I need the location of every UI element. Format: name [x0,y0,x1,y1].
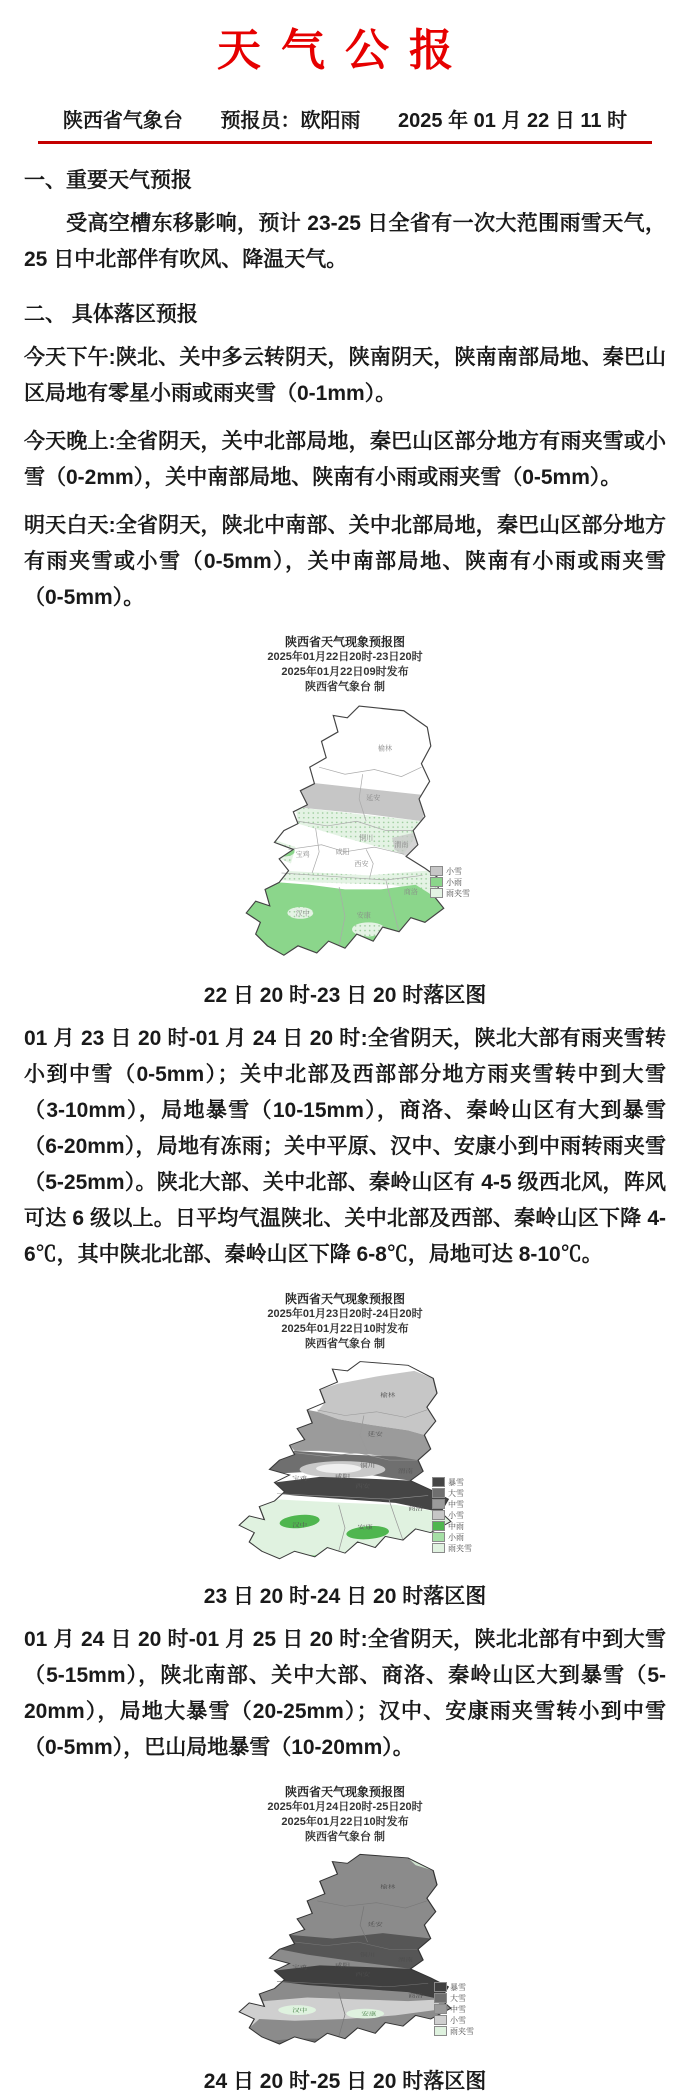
legend-label: 大雪 [448,1488,464,1498]
svg-text:宝鸡: 宝鸡 [295,851,310,859]
legend-label: 大雪 [450,1993,466,2003]
forecast-text: 陕北、关中多云转阴天，陕南阴天，陕南南部局地、秦巴山区局地有零星小雨或雨夹雪（0-1mm）。 [24,346,667,405]
map-figure-24-25 [0,1784,690,2095]
legend-item [434,2026,474,2036]
svg-text:商洛: 商洛 [408,1506,424,1513]
map-legend [430,866,470,898]
map-issued: 2025年01月22日10时发布 [281,1816,409,1828]
legend-swatch [434,1982,447,1992]
map-legend [434,1982,474,2036]
issue-datetime: 2025 年 01 月 22 日 11 时 [398,110,628,132]
svg-text:渭南: 渭南 [397,1468,413,1475]
svg-text:商洛: 商洛 [403,889,418,897]
svg-text:宝鸡: 宝鸡 [292,1476,308,1483]
forecast-text: 全省阴天，陕北中南部、关中北部局地，秦巴山区部分地方有雨夹雪或小雪（0-5mm），关中南部局地、陕南有小雨或雨夹雪（0-5mm）。 [24,514,667,609]
legend-label: 暴雪 [448,1477,464,1487]
forecast-tonight [24,424,666,496]
forecast-23-24 [24,1021,666,1273]
legend-item [432,1521,472,1531]
legend-item [430,866,470,876]
map-caption: 24 日 20 时-25 日 20 时落区图 [203,2070,487,2093]
svg-text:汉中: 汉中 [292,2007,308,2014]
legend-swatch [430,866,443,876]
svg-text:榆林: 榆林 [380,1884,396,1891]
map-figure-22-23 [0,634,690,1009]
legend-label: 小雪 [450,2015,466,2025]
legend-item [430,877,470,887]
bulletin-meta-line [38,104,652,144]
station-name: 陕西省气象台 [62,110,183,132]
legend-swatch [432,1499,445,1509]
legend-label: 暴雪 [450,1982,466,1992]
map-maker: 陕西省气象台 制 [304,681,386,693]
svg-text:铜川: 铜川 [359,835,374,843]
legend-item [432,1510,472,1520]
weather-map-22-23 [214,699,476,967]
svg-text:延安: 延安 [366,795,381,803]
forecast-lead: 01 月 23 日 20 时-01 月 24 日 20 时: [24,1027,368,1050]
map-title: 陕西省天气现象预报图 [284,635,405,649]
map-period: 2025年01月23日20时-24日20时 [267,1308,423,1320]
forecast-lead: 明天白天: [24,514,116,537]
map-issued: 2025年01月22日10时发布 [281,1323,409,1335]
section-heading-important: 一、重要天气预报 [24,169,192,192]
svg-text:渭南: 渭南 [397,1957,414,1964]
svg-text:咸阳: 咸阳 [335,849,350,857]
svg-text:汉中: 汉中 [292,1522,308,1529]
map-period: 2025年01月24日20时-25日20时 [267,1801,423,1813]
legend-item [434,2004,474,2014]
legend-item [432,1543,472,1553]
forecast-text: 全省阴天，陕北大部有雨夹雪转小到中雪（0-5mm）；关中北部及西部部分地方雨夹雪转中到大雪（3-10mm），局地暴雪（10-15mm），商洛、秦岭山区有大到暴雪（6-20mm），局地有冻雨；关中平原、汉中、安康小到中雨转雨夹雪（5-25mm）。陕北大部、关中北部、秦岭山区有 4-5 级西北风，阵风可达 6 级以上。日平均气温陕北、关中北部及西部、秦岭山区下降 4-6℃，其中陕北北部、秦岭山区下降 6-8℃，局地可达 8-10℃。 [24,1027,667,1266]
legend-swatch [434,2026,447,2036]
svg-text:延安: 延安 [367,1921,383,1928]
legend-item [432,1532,472,1542]
legend-label: 雨夹雪 [450,2026,474,2036]
svg-text:咸阳: 咸阳 [334,1474,350,1481]
page-title: 天气公报 [217,26,473,75]
legend-label: 中雪 [448,1499,464,1509]
legend-swatch [432,1532,445,1542]
legend-label: 小雨 [448,1532,464,1542]
svg-text:延安: 延安 [367,1431,383,1438]
legend-label: 小雨 [446,877,462,887]
map-period: 2025年01月22日20时-23日20时 [267,651,423,663]
map-figure-header [0,634,690,695]
forecast-text: 全省阴天，陕北北部有中到大雪（5-15mm），陕北南部、关中大部、商洛、秦岭山区大到暴雪（5-20mm），局地大暴雪（20-25mm）；汉中、安康雨夹雪转小到中雪（0-5mm），巴山局地暴雪（10-20mm）。 [24,1628,667,1759]
map-figure-header [0,1784,690,1845]
legend-swatch [432,1477,445,1487]
forecast-this-afternoon [24,340,666,412]
legend-item [434,1982,474,1992]
map-issued: 2025年01月22日09时发布 [281,666,409,678]
map-maker: 陕西省气象台 制 [304,1831,386,1843]
map-legend [432,1477,472,1553]
map-figure-23-24 [0,1291,690,1610]
forecast-tomorrow-day [24,508,666,616]
legend-label: 小雪 [448,1510,464,1520]
legend-swatch [434,2015,447,2025]
map-caption: 22 日 20 时-23 日 20 时落区图 [203,984,487,1007]
legend-item [432,1488,472,1498]
legend-label: 雨夹雪 [446,888,470,898]
legend-item [432,1499,472,1509]
legend-swatch [434,2004,447,2014]
important-forecast-text: 受高空槽东移影响，预计 23-25 日全省有一次大范围雨雪天气，25 日中北部伴有吹风、降温天气。 [24,212,666,271]
legend-label: 中雨 [448,1521,464,1531]
legend-item [434,1993,474,2003]
legend-swatch [432,1488,445,1498]
forecast-text: 全省阴天，关中北部局地，秦巴山区部分地方有雨夹雪或小雪（0-2mm），关中南部局地、陕南有小雨或雨夹雪（0-5mm）。 [24,430,667,489]
legend-item [430,888,470,898]
svg-text:咸阳: 咸阳 [334,1963,351,1969]
svg-text:宝鸡: 宝鸡 [292,1964,308,1971]
svg-text:安康: 安康 [357,1524,373,1531]
svg-text:榆林: 榆林 [377,745,393,753]
legend-label: 小雪 [446,866,462,876]
svg-text:西安: 西安 [355,1971,371,1978]
svg-text:汉中: 汉中 [295,910,310,918]
forecast-lead: 今天下午: [24,346,116,369]
legend-item [434,2015,474,2025]
precip-zones [227,699,462,967]
map-figure-header [0,1291,690,1352]
forecast-lead: 01 月 24 日 20 时-01 月 25 日 20 时: [24,1628,368,1651]
forecast-lead: 今天晚上: [24,430,116,453]
legend-swatch [434,1993,447,2003]
svg-text:铜川: 铜川 [360,1463,376,1470]
svg-text:商洛: 商洛 [408,1993,424,2000]
legend-swatch [432,1510,445,1520]
svg-text:西安: 西安 [354,860,369,868]
forecast-24-25 [24,1622,666,1766]
legend-swatch [432,1543,445,1553]
legend-swatch [430,877,443,887]
legend-label: 雨夹雪 [448,1543,472,1553]
svg-text:安康: 安康 [361,2011,377,2018]
svg-text:榆林: 榆林 [380,1392,396,1399]
map-title: 陕西省天气现象预报图 [284,1785,405,1799]
map-caption: 23 日 20 时-24 日 20 时落区图 [203,1585,487,1608]
svg-text:安康: 安康 [356,912,371,920]
svg-text:铜川: 铜川 [360,1952,376,1959]
legend-swatch [430,888,443,898]
section-heading-detail: 二、 具体落区预报 [24,303,198,326]
svg-text:渭南: 渭南 [394,842,409,850]
legend-swatch [432,1521,445,1531]
map-title: 陕西省天气现象预报图 [284,1292,405,1306]
svg-text:西安: 西安 [355,1483,371,1490]
map-maker: 陕西省气象台 制 [304,1338,386,1350]
legend-label: 中雪 [450,2004,466,2014]
legend-item [432,1477,472,1487]
forecaster: 预报员：欧阳雨 [220,110,361,132]
